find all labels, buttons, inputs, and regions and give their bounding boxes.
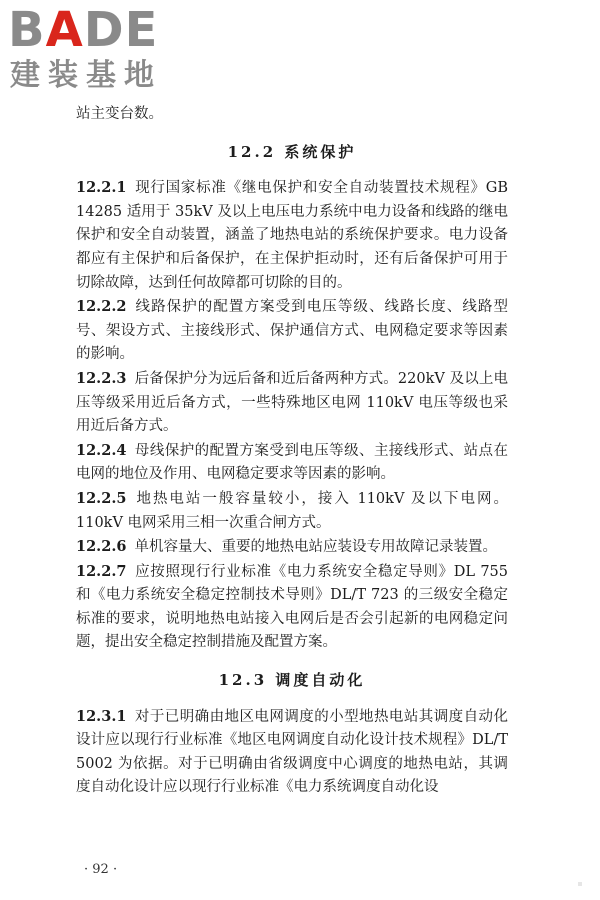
clause-text: 对于已明确由地区电网调度的小型地热电站其调度自动化设计应以现行行业标准《地区电网调度自动化设计技术规程》DL/T 5002 为依据。对于已明确由省级调度中心调度的地热电站，其调度自动化设计应以现行行业标准《电力系统调度自动化设 [76, 708, 508, 796]
clause-text: 现行国家标准《继电保护和安全自动装置技术规程》GB 14285 适用于 35kV 及以上电压电力系统中电力设备和线路的继电保护和安全自动装置，涵盖了地热电站的系统保护要求。电力设备都应有主保护和后备保护，在主保护拒动时，还有后备保护可用于切除故障，达到任何故障都可切除的目的。 [76, 180, 508, 291]
page-number: · 92 · [84, 862, 118, 877]
section-heading: 12.2 系统保护 [227, 142, 357, 161]
clause-number: 12.3.1 [76, 707, 127, 725]
clause-number: 12.2.7 [76, 562, 127, 580]
clause-number: 12.2.1 [76, 179, 127, 197]
clause-text: 母线保护的配置方案受到电压等级、主接线形式、站点在电网的地位及作用、电网稳定要求等因素的影响。 [76, 442, 508, 483]
clause-number: 12.2.3 [76, 369, 127, 387]
clause-text: 后备保护分为远后备和近后备两种方式。220kV 及以上电压等级采用近后备方式，一些特殊地区电网 110kV 电压等级也采用近后备方式。 [76, 370, 508, 435]
document-body [76, 103, 508, 800]
clause-paragraph [76, 367, 508, 439]
logo-wordmark: BADE [8, 2, 159, 58]
clause-number: 12.2.5 [76, 489, 127, 507]
clause-paragraph [76, 560, 508, 655]
clause-number: 12.2.2 [76, 298, 127, 316]
clause-paragraph [76, 705, 508, 800]
bade-logo [8, 2, 188, 97]
clause-paragraph [76, 439, 508, 487]
sections-container [76, 141, 508, 800]
clause-paragraph [76, 295, 508, 367]
intro-paragraph: 站主变台数。 [76, 106, 163, 122]
clause-paragraph [76, 535, 508, 560]
corner-mark [578, 882, 582, 886]
clause-number: 12.2.4 [76, 441, 127, 459]
clause-text: 单机容量大、重要的地热电站应装设专用故障记录装置。 [134, 539, 497, 556]
clause-paragraph [76, 487, 508, 535]
clause-text: 应按照现行行业标准《电力系统安全稳定导则》DL 755 和《电力系统安全稳定控制技术导则》DL/T 723 的三级安全稳定标准的要求，说明地热电站接入电网后是否会引起新的电网稳定问题，提出安全稳定控制措施及配置方案。 [76, 563, 508, 651]
logo-chinese-text: 建装基地 [10, 58, 162, 93]
clause-number: 12.2.6 [76, 538, 127, 556]
section-heading: 12.3 调度自动化 [218, 671, 366, 690]
clause-text: 地热电站一般容量较小，接入 110kV 及以下电网。110kV 电网采用三相一次重合闸方式。 [76, 490, 508, 531]
clause-paragraph [76, 176, 508, 295]
clause-text: 线路保护的配置方案受到电压等级、线路长度、线路型号、架设方式、主接线形式、保护通信方式、电网稳定要求等因素的影响。 [76, 299, 508, 363]
